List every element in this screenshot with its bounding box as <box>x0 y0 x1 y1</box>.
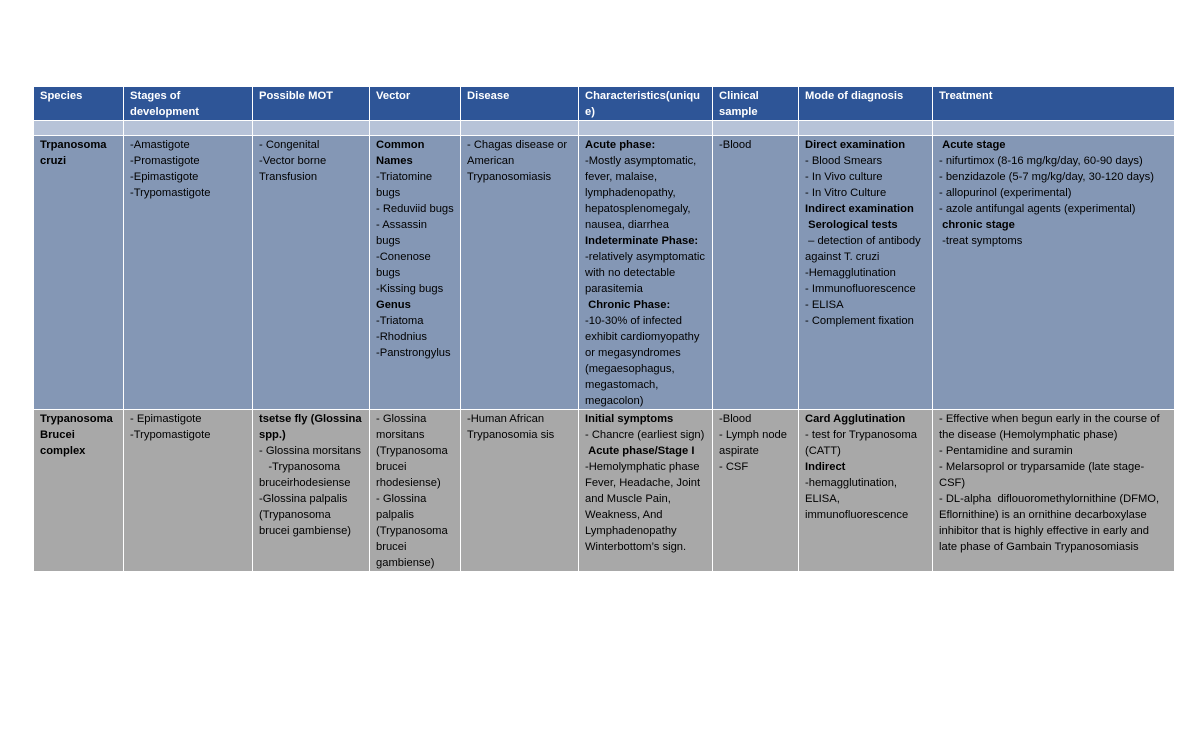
table-spacer-row <box>34 121 1175 136</box>
cell-line: Acute phase/Stage I <box>585 445 695 457</box>
cell-line: - Epimastigote <box>130 413 202 425</box>
cell-vector <box>370 136 461 410</box>
cell-characteristics <box>579 410 713 572</box>
cell-line: - Blood Smears <box>805 155 883 167</box>
cell-mot <box>253 410 370 572</box>
header-disease: Disease <box>461 87 579 121</box>
cell-line: - Glossina morsitans <box>259 445 361 457</box>
table-row-cruzi <box>34 136 1175 410</box>
header-species: Species <box>34 87 124 121</box>
cell-line: - Lymph node aspirate <box>719 429 791 457</box>
cell-line: Card Agglutination <box>805 413 906 425</box>
cell-line: - CSF <box>719 461 749 473</box>
cell-line: -Epimastigote <box>130 171 199 183</box>
cell-line: -Triatomine bugs <box>376 171 436 199</box>
cell-line: - In Vivo culture <box>805 171 883 183</box>
cell-diagnosis <box>799 136 933 410</box>
cell-vector <box>370 410 461 572</box>
table-header-row <box>34 87 1175 121</box>
cell-line: chronic stage <box>939 219 1015 231</box>
cell-line: Common Names <box>376 139 428 167</box>
cell-line: Indirect examination <box>805 203 914 215</box>
cell-line: - DL-alpha diflouoromethylornithine (DFMO, Eflornithine) is an ornithine decarboxylase inhibitor that is highly effective in early and late phase of Gambain Trypanosomiasis <box>939 493 1163 553</box>
header-stages: Stages of development <box>124 87 253 121</box>
cell-line: -Hemolymphatic phase Fever, Headache, Joint and Muscle Pain, Weakness, And Lymphadenopathy Winterbottom’s sign. <box>585 461 704 553</box>
cell-line: - Pentamidine and suramin <box>939 445 1073 457</box>
cell-line: - Chagas disease or American Trypanosomiasis <box>467 139 570 183</box>
cell-clinical-sample <box>713 410 799 572</box>
cell-line: - Glossina palpalis (Trypanosoma brucei gambiense) <box>376 493 451 569</box>
cell-line: Transfusion <box>259 171 318 183</box>
cell-line: -Panstrongylus <box>376 347 451 359</box>
cell-characteristics <box>579 136 713 410</box>
cell-line: - Glossina morsitans (Trypanosoma brucei rhodesiense) <box>376 413 451 489</box>
document-table <box>33 86 1175 572</box>
header-diagnosis: Mode of diagnosis <box>799 87 933 121</box>
cell-line: -Blood <box>719 139 752 151</box>
cell-line: Indeterminate Phase: <box>585 235 699 247</box>
cell-line: - benzidazole (5-7 mg/kg/day, 30-120 days) <box>939 171 1154 183</box>
cell-line: -Blood <box>719 413 752 425</box>
cell-line: Chronic Phase: <box>585 299 671 311</box>
cell-line: -treat symptoms <box>939 235 1023 247</box>
cell-treatment <box>933 410 1175 572</box>
cell-line: - azole antifungal agents (experimental) <box>939 203 1136 215</box>
cell-line: – detection of antibody against T. cruzi <box>805 235 924 263</box>
cell-line: -Vector borne <box>259 155 327 167</box>
cell-line: -Trypomastigote <box>130 429 211 441</box>
header-vector: Vector <box>370 87 461 121</box>
cell-line: -relatively asymptomatic with no detectable parasitemia <box>585 251 709 295</box>
cell-line: - Chancre (earliest sign) <box>585 429 705 441</box>
cell-line: Serological tests <box>805 219 898 231</box>
cell-line: - ELISA <box>805 299 844 311</box>
cell-line: - test for Trypanosoma (CATT) <box>805 429 921 457</box>
cell-line: Trypanosoma Brucei complex <box>40 413 116 457</box>
cell-line: - Immunofluorescence <box>805 283 916 295</box>
cell-line: -Amastigote <box>130 139 190 151</box>
cell-line: Trpanosoma cruzi <box>40 139 110 167</box>
cell-line: Acute phase: <box>585 139 656 151</box>
cell-clinical-sample <box>713 136 799 410</box>
cell-mot <box>253 136 370 410</box>
cell-line: -Triatoma <box>376 315 424 327</box>
cell-line: -Human African Trypanosomia sis <box>467 413 555 441</box>
cell-line: Acute stage <box>939 139 1006 151</box>
header-characteristics: Characteristics(unique) <box>579 87 713 121</box>
cell-line: -10-30% of infected exhibit cardiomyopathy or megasyndromes (megaesophagus, megastomach, megacolon) <box>585 315 703 407</box>
cell-line: -Mostly asymptomatic, fever, malaise, lymphadenopathy, hepatosplenomegaly, nausea, diarrhea <box>585 155 700 231</box>
cell-diagnosis <box>799 410 933 572</box>
cell-line: - Melarsoprol or tryparsamide (late stage-CSF) <box>939 461 1145 489</box>
cell-stages <box>124 136 253 410</box>
cell-disease <box>461 410 579 572</box>
cell-line: -Trypanosoma bruceirhodesiense <box>259 461 351 489</box>
header-mot: Possible MOT <box>253 87 370 121</box>
header-treatment: Treatment <box>933 87 1175 121</box>
cell-line: -Kissing bugs <box>376 283 444 295</box>
cell-line: -hemagglutination, ELISA, immunofluorescence <box>805 477 909 521</box>
cell-line: Indirect <box>805 461 846 473</box>
cell-line: - Congenital <box>259 139 320 151</box>
cell-treatment <box>933 136 1175 410</box>
cell-line: Initial symptoms <box>585 413 674 425</box>
table-row-brucei <box>34 410 1175 572</box>
cell-line: Direct examination <box>805 139 906 151</box>
cell-line: - Assassin bugs <box>376 219 431 247</box>
header-clinical-sample: Clinical sample <box>713 87 799 121</box>
cell-line: Genus <box>376 299 411 311</box>
cell-species <box>34 410 124 572</box>
cell-line: -Hemagglutination <box>805 267 896 279</box>
cell-line: -Rhodnius <box>376 331 427 343</box>
cell-stages <box>124 410 253 572</box>
cell-line: -Glossina palpalis (Trypanosoma brucei gambiense) <box>259 493 352 537</box>
cell-line: - allopurinol (experimental) <box>939 187 1072 199</box>
cell-disease <box>461 136 579 410</box>
cell-line: - nifurtimox (8-16 mg/kg/day, 60-90 days) <box>939 155 1143 167</box>
cell-species <box>34 136 124 410</box>
cell-line: - Effective when begun early in the course of the disease (Hemolymphatic phase) <box>939 413 1163 441</box>
cell-line: - Reduviid bugs <box>376 203 454 215</box>
cell-line: - Complement fixation <box>805 315 914 327</box>
cell-line: -Promastigote <box>130 155 200 167</box>
cell-line: tsetse fly (Glossina spp.) <box>259 413 365 441</box>
cell-line: -Trypomastigote <box>130 187 211 199</box>
cell-line: -Conenose bugs <box>376 251 434 279</box>
cell-line: - In Vitro Culture <box>805 187 887 199</box>
